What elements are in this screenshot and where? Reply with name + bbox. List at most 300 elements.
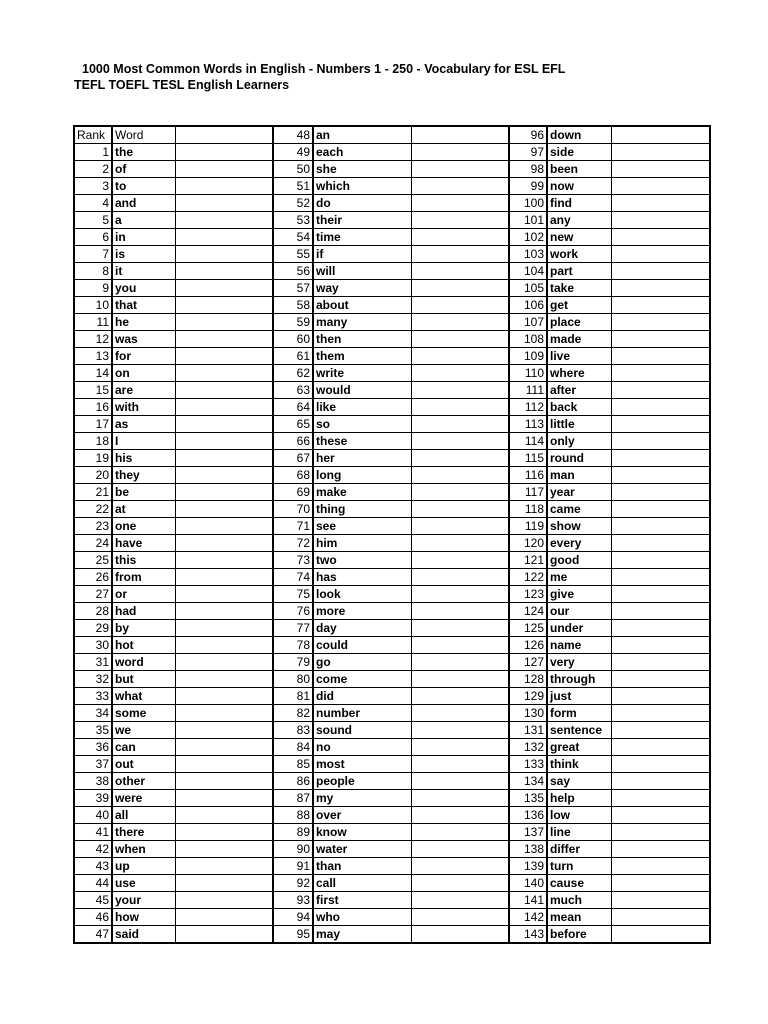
word-cell: take [547, 280, 611, 297]
word-cell: go [313, 654, 411, 671]
rank-cell: 120 [509, 535, 547, 552]
word-cell: one [112, 518, 175, 535]
table-row [74, 433, 710, 450]
blank-cell [611, 739, 710, 756]
vocabulary-table [73, 125, 711, 944]
word-cell: them [313, 348, 411, 365]
word-cell: to [112, 178, 175, 195]
blank-cell [611, 552, 710, 569]
blank-cell [611, 790, 710, 807]
blank-cell [411, 807, 509, 824]
blank-cell [175, 722, 273, 739]
table-row [74, 399, 710, 416]
blank-cell [411, 229, 509, 246]
word-cell: your [112, 892, 175, 909]
blank-cell [175, 195, 273, 212]
word-cell: form [547, 705, 611, 722]
word-cell: be [112, 484, 175, 501]
blank-cell [611, 195, 710, 212]
blank-cell [411, 790, 509, 807]
blank-cell [611, 280, 710, 297]
blank-cell [411, 246, 509, 263]
word-cell: long [313, 467, 411, 484]
blank-cell [175, 926, 273, 944]
word-cell: up [112, 858, 175, 875]
word-cell: two [313, 552, 411, 569]
rank-cell: 98 [509, 161, 547, 178]
word-cell: first [313, 892, 411, 909]
blank-cell [175, 280, 273, 297]
rank-cell: 139 [509, 858, 547, 875]
word-cell: from [112, 569, 175, 586]
rank-cell: 37 [74, 756, 112, 773]
rank-cell: 138 [509, 841, 547, 858]
rank-cell: 57 [273, 280, 313, 297]
rank-cell: 33 [74, 688, 112, 705]
word-cell: time [313, 229, 411, 246]
rank-cell: 108 [509, 331, 547, 348]
blank-cell [611, 841, 710, 858]
word-cell: use [112, 875, 175, 892]
blank-cell [611, 416, 710, 433]
word-cell: all [112, 807, 175, 824]
word-cell: good [547, 552, 611, 569]
word-cell: my [313, 790, 411, 807]
word-cell: differ [547, 841, 611, 858]
word-cell: which [313, 178, 411, 195]
table-row [74, 892, 710, 909]
rank-cell: 20 [74, 467, 112, 484]
rank-cell: 10 [74, 297, 112, 314]
word-cell: help [547, 790, 611, 807]
blank-cell [175, 620, 273, 637]
word-cell: no [313, 739, 411, 756]
blank-cell [411, 365, 509, 382]
word-cell: did [313, 688, 411, 705]
word-cell: under [547, 620, 611, 637]
rank-cell: 84 [273, 739, 313, 756]
blank-cell [411, 892, 509, 909]
rank-cell: 122 [509, 569, 547, 586]
blank-cell [411, 654, 509, 671]
word-cell: year [547, 484, 611, 501]
rank-cell: 58 [273, 297, 313, 314]
word-cell: sentence [547, 722, 611, 739]
rank-cell: 39 [74, 790, 112, 807]
rank-cell: 79 [273, 654, 313, 671]
word-cell: every [547, 535, 611, 552]
word-cell: people [313, 773, 411, 790]
rank-cell: 130 [509, 705, 547, 722]
word-cell: say [547, 773, 611, 790]
blank-cell [411, 569, 509, 586]
blank-cell [175, 331, 273, 348]
blank-cell [175, 824, 273, 841]
word-cell: through [547, 671, 611, 688]
table-row [74, 416, 710, 433]
rank-cell: 101 [509, 212, 547, 229]
rank-cell: 103 [509, 246, 547, 263]
blank-cell [175, 484, 273, 501]
rank-cell: 74 [273, 569, 313, 586]
rank-cell: 99 [509, 178, 547, 195]
rank-cell: 63 [273, 382, 313, 399]
blank-cell [611, 518, 710, 535]
table-row [74, 467, 710, 484]
blank-cell [175, 416, 273, 433]
word-cell: do [313, 195, 411, 212]
word-cell: just [547, 688, 611, 705]
blank-cell [611, 484, 710, 501]
table-row [74, 450, 710, 467]
rank-cell: 9 [74, 280, 112, 297]
blank-cell [611, 314, 710, 331]
rank-cell: 30 [74, 637, 112, 654]
blank-cell [175, 807, 273, 824]
blank-cell [411, 824, 509, 841]
word-cell: as [112, 416, 175, 433]
blank-cell [175, 399, 273, 416]
word-cell: over [313, 807, 411, 824]
table-row [74, 705, 710, 722]
word-cell: about [313, 297, 411, 314]
blank-cell [175, 348, 273, 365]
word-cell: only [547, 433, 611, 450]
rank-cell: 23 [74, 518, 112, 535]
word-cell: can [112, 739, 175, 756]
blank-cell [611, 399, 710, 416]
word-cell: him [313, 535, 411, 552]
rank-cell: 111 [509, 382, 547, 399]
rank-cell: 50 [273, 161, 313, 178]
word-cell: back [547, 399, 611, 416]
blank-cell [175, 586, 273, 603]
rank-cell: 42 [74, 841, 112, 858]
rank-cell: 44 [74, 875, 112, 892]
word-cell: our [547, 603, 611, 620]
word-cell: each [313, 144, 411, 161]
blank-cell [611, 178, 710, 195]
word-cell: call [313, 875, 411, 892]
rank-cell: 118 [509, 501, 547, 518]
blank-cell [611, 144, 710, 161]
rank-cell: 24 [74, 535, 112, 552]
word-cell: where [547, 365, 611, 382]
word-cell: would [313, 382, 411, 399]
word-cell: show [547, 518, 611, 535]
blank-cell [175, 144, 273, 161]
word-cell: new [547, 229, 611, 246]
blank-cell [411, 433, 509, 450]
rank-cell: 55 [273, 246, 313, 263]
rank-cell: 13 [74, 348, 112, 365]
table-row [74, 382, 710, 399]
word-cell: how [112, 909, 175, 926]
rank-cell: 102 [509, 229, 547, 246]
word-cell: down [547, 126, 611, 144]
word-cell: what [112, 688, 175, 705]
rank-cell: 26 [74, 569, 112, 586]
table-row [74, 297, 710, 314]
word-cell: know [313, 824, 411, 841]
blank-cell [611, 331, 710, 348]
rank-cell: 93 [273, 892, 313, 909]
blank-cell [411, 909, 509, 926]
blank-cell [611, 263, 710, 280]
word-cell: write [313, 365, 411, 382]
rank-header: Rank [74, 126, 112, 144]
word-cell: much [547, 892, 611, 909]
rank-cell: 78 [273, 637, 313, 654]
rank-cell: 125 [509, 620, 547, 637]
blank-cell [611, 126, 710, 144]
word-cell: their [313, 212, 411, 229]
rank-cell: 60 [273, 331, 313, 348]
word-cell: part [547, 263, 611, 280]
table-row [74, 909, 710, 926]
rank-cell: 21 [74, 484, 112, 501]
word-cell: more [313, 603, 411, 620]
blank-cell [611, 654, 710, 671]
word-cell: said [112, 926, 175, 944]
rank-cell: 142 [509, 909, 547, 926]
word-cell: in [112, 229, 175, 246]
blank-cell [411, 212, 509, 229]
word-cell: thing [313, 501, 411, 518]
blank-cell [411, 688, 509, 705]
rank-cell: 90 [273, 841, 313, 858]
blank-cell [611, 807, 710, 824]
blank-cell [411, 450, 509, 467]
document-title [74, 61, 714, 93]
rank-cell: 105 [509, 280, 547, 297]
rank-cell: 117 [509, 484, 547, 501]
blank-cell [411, 178, 509, 195]
rank-cell: 27 [74, 586, 112, 603]
word-cell: were [112, 790, 175, 807]
blank-cell [611, 620, 710, 637]
word-cell: before [547, 926, 611, 944]
blank-cell [611, 382, 710, 399]
word-cell: place [547, 314, 611, 331]
rank-cell: 45 [74, 892, 112, 909]
blank-cell [611, 433, 710, 450]
word-cell: will [313, 263, 411, 280]
blank-cell [611, 467, 710, 484]
rank-cell: 119 [509, 518, 547, 535]
word-cell: get [547, 297, 611, 314]
rank-cell: 49 [273, 144, 313, 161]
word-cell: side [547, 144, 611, 161]
word-cell: been [547, 161, 611, 178]
rank-cell: 54 [273, 229, 313, 246]
table-row [74, 552, 710, 569]
blank-cell [411, 875, 509, 892]
blank-cell [175, 229, 273, 246]
word-cell: with [112, 399, 175, 416]
word-cell: had [112, 603, 175, 620]
table-row [74, 365, 710, 382]
rank-cell: 16 [74, 399, 112, 416]
blank-cell [175, 858, 273, 875]
table-row [74, 348, 710, 365]
word-cell: me [547, 569, 611, 586]
table-row [74, 569, 710, 586]
blank-cell [411, 722, 509, 739]
blank-cell [411, 263, 509, 280]
word-cell: could [313, 637, 411, 654]
rank-cell: 56 [273, 263, 313, 280]
word-cell: man [547, 467, 611, 484]
rank-cell: 96 [509, 126, 547, 144]
word-cell: out [112, 756, 175, 773]
word-cell: now [547, 178, 611, 195]
rank-cell: 133 [509, 756, 547, 773]
rank-cell: 82 [273, 705, 313, 722]
word-cell: after [547, 382, 611, 399]
rank-cell: 8 [74, 263, 112, 280]
blank-cell [411, 382, 509, 399]
word-cell: many [313, 314, 411, 331]
blank-cell [411, 705, 509, 722]
rank-cell: 121 [509, 552, 547, 569]
word-cell: find [547, 195, 611, 212]
rank-cell: 12 [74, 331, 112, 348]
rank-cell: 100 [509, 195, 547, 212]
rank-cell: 15 [74, 382, 112, 399]
blank-cell [411, 518, 509, 535]
blank-cell [411, 756, 509, 773]
rank-cell: 1 [74, 144, 112, 161]
blank-cell [411, 161, 509, 178]
rank-cell: 40 [74, 807, 112, 824]
rank-cell: 106 [509, 297, 547, 314]
blank-cell [175, 875, 273, 892]
word-cell: mean [547, 909, 611, 926]
blank-cell [611, 875, 710, 892]
rank-cell: 48 [273, 126, 313, 144]
word-cell: name [547, 637, 611, 654]
blank-cell [175, 161, 273, 178]
rank-cell: 5 [74, 212, 112, 229]
word-cell: line [547, 824, 611, 841]
word-cell: but [112, 671, 175, 688]
word-cell: so [313, 416, 411, 433]
blank-cell [411, 552, 509, 569]
word-cell: has [313, 569, 411, 586]
word-cell: make [313, 484, 411, 501]
table-row [74, 841, 710, 858]
table-row [74, 739, 710, 756]
blank-cell [411, 858, 509, 875]
blank-cell [175, 365, 273, 382]
word-cell: his [112, 450, 175, 467]
word-cell: like [313, 399, 411, 416]
blank-cell [611, 348, 710, 365]
blank-cell [411, 399, 509, 416]
blank-cell [175, 518, 273, 535]
blank-cell [411, 603, 509, 620]
word-cell: round [547, 450, 611, 467]
rank-cell: 85 [273, 756, 313, 773]
rank-cell: 7 [74, 246, 112, 263]
blank-cell [175, 569, 273, 586]
rank-cell: 114 [509, 433, 547, 450]
blank-cell [411, 501, 509, 518]
table-row [74, 790, 710, 807]
rank-cell: 132 [509, 739, 547, 756]
blank-cell [175, 654, 273, 671]
word-cell: it [112, 263, 175, 280]
word-cell: an [313, 126, 411, 144]
table-row [74, 263, 710, 280]
rank-cell: 129 [509, 688, 547, 705]
table-row [74, 314, 710, 331]
blank-cell [175, 841, 273, 858]
blank-cell [175, 212, 273, 229]
rank-cell: 134 [509, 773, 547, 790]
blank-cell [175, 467, 273, 484]
rank-cell: 35 [74, 722, 112, 739]
word-cell: work [547, 246, 611, 263]
rank-cell: 91 [273, 858, 313, 875]
blank-cell [411, 144, 509, 161]
rank-cell: 75 [273, 586, 313, 603]
rank-cell: 73 [273, 552, 313, 569]
rank-cell: 28 [74, 603, 112, 620]
word-cell: way [313, 280, 411, 297]
rank-cell: 51 [273, 178, 313, 195]
word-cell: he [112, 314, 175, 331]
word-cell: of [112, 161, 175, 178]
blank-cell [175, 552, 273, 569]
table-row [74, 824, 710, 841]
blank-cell [411, 637, 509, 654]
word-cell: little [547, 416, 611, 433]
word-cell: when [112, 841, 175, 858]
title-line-1: 1000 Most Common Words in English - Numbers 1 - 250 - Vocabulary for ESL EFL [82, 62, 566, 76]
word-cell: at [112, 501, 175, 518]
blank-cell [611, 705, 710, 722]
blank-cell [175, 705, 273, 722]
word-cell: low [547, 807, 611, 824]
rank-cell: 109 [509, 348, 547, 365]
table-row [74, 331, 710, 348]
table-row [74, 688, 710, 705]
blank-cell [175, 909, 273, 926]
rank-cell: 47 [74, 926, 112, 944]
blank-cell [611, 246, 710, 263]
rank-cell: 124 [509, 603, 547, 620]
word-cell: or [112, 586, 175, 603]
word-cell: day [313, 620, 411, 637]
blank-cell [611, 297, 710, 314]
blank-cell [411, 126, 509, 144]
rank-cell: 128 [509, 671, 547, 688]
word-cell: came [547, 501, 611, 518]
rank-cell: 126 [509, 637, 547, 654]
table-row [74, 637, 710, 654]
rank-cell: 4 [74, 195, 112, 212]
rank-cell: 127 [509, 654, 547, 671]
blank-cell [611, 926, 710, 944]
table-row [74, 654, 710, 671]
rank-cell: 123 [509, 586, 547, 603]
rank-cell: 72 [273, 535, 313, 552]
table-row [74, 773, 710, 790]
blank-cell [611, 365, 710, 382]
rank-cell: 66 [273, 433, 313, 450]
